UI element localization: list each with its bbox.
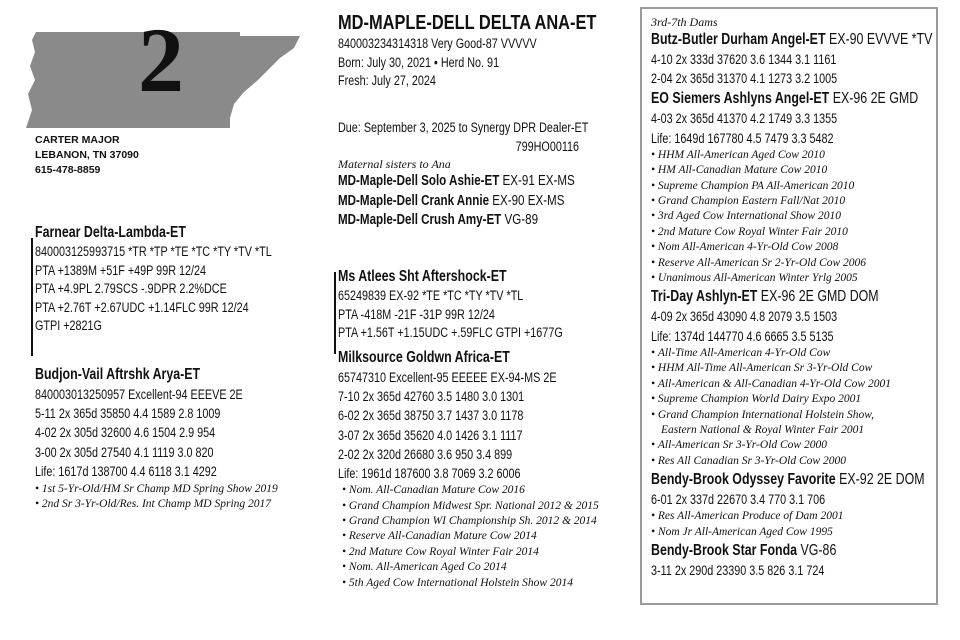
dam-record: 4-02 2x 305d 32600 4.6 1504 2.9 954 <box>35 425 216 441</box>
dam-3-name <box>651 29 939 50</box>
dam-5-award: • All-Time All-American 4-Yr-Old Cow <box>651 346 960 361</box>
sire-of-dam-line: 65249839 EX-92 *TE *TC *TY *TV *TL <box>338 288 524 303</box>
sire-pta-line: PTA +4.9PL 2.79SCS -.9DPR 2.2%DCE <box>35 281 227 296</box>
dam-block <box>35 364 295 512</box>
due-block <box>338 118 588 156</box>
granddam-award: • Grand Champion Midwest Spr. National 2012 & 2015 <box>342 499 611 514</box>
dam-5-award: • All-American & All-Canadian 4-Yr-Old Cow 2001 <box>651 377 960 392</box>
dam-4-record: 4-03 2x 365d 41370 4.2 1749 3.3 1355 <box>651 111 838 127</box>
granddam-award: • Nom. All-American Aged Co 2014 <box>342 560 611 575</box>
owner-block <box>35 133 139 178</box>
sister-name: MD-Maple-Dell Crush Amy-ET <box>338 212 502 228</box>
dam-4-name-text: EO Siemers Ashlyns Angel-ET <box>651 90 830 108</box>
granddam-record: 7-10 2x 365d 42760 3.5 1480 3.0 1301 <box>338 389 525 405</box>
sire-bracket-line <box>31 238 33 356</box>
maternal-sisters-heading: Maternal sisters to Ana <box>338 157 451 171</box>
dam-5-award-continued: Eastern National & Royal Winter Fair 2001 <box>661 423 865 436</box>
dam-5-award: • HHM All-Time All-American Sr 3-Yr-Old Cow <box>651 361 960 376</box>
sister-item <box>338 172 575 192</box>
dam-7-name-text: Bendy-Brook Star Fonda <box>651 542 798 560</box>
sire-block <box>35 222 331 336</box>
dam-5-award: • Grand Champion International Holstein Show, <box>651 408 960 423</box>
sister-classification: EX-91 EX-MS <box>499 173 575 189</box>
dam-4-awards <box>651 148 960 287</box>
dam-id-line: 840003013250957 Excellent-94 EEEVE 2E <box>35 387 243 402</box>
sire-of-dam-line: PTA +1.56T +1.15UDC +.59FLC GTPI +1677G <box>338 325 563 340</box>
dam-3-name-text: Butz-Butler Durham Angel-ET <box>651 31 826 48</box>
dam-4-award: • Supreme Champion PA All-American 2010 <box>651 179 960 194</box>
dam-5-record: 4-09 2x 365d 43090 4.8 2079 3.5 1503 <box>651 309 838 325</box>
dam-3-classification: EX-90 EVVVE *TV <box>825 31 933 48</box>
dam-4-award: • Reserve All-American Sr 2-Yr-Old Cow 2006 <box>651 256 960 271</box>
dam-4-name <box>651 88 939 109</box>
granddam-award: • 5th Aged Cow International Holstein Show 2014 <box>342 576 611 591</box>
dam-4-classification: EX-96 2E GMD <box>829 90 919 108</box>
dam-4-award: • 2nd Mature Cow Royal Winter Fair 2010 <box>651 225 960 240</box>
main-animal-fresh: Fresh: July 27, 2024 <box>338 73 436 88</box>
dam-5-award: • Res All Canadian Sr 3-Yr-Old Cow 2000 <box>651 454 960 469</box>
dam-name: Budjon-Vail Aftrshk Arya-ET <box>35 366 201 383</box>
dam-5-award: • Supreme Champion World Dairy Expo 2001 <box>651 392 960 407</box>
dam-4-award: • Nom All-American 4-Yr-Old Cow 2008 <box>651 240 960 255</box>
dam-4-lifetime-record: Life: 1649d 167780 4.5 7479 3.3 5482 <box>651 130 834 146</box>
granddam-award: • Nom. All-Canadian Mature Cow 2016 <box>342 483 611 498</box>
granddam-record: 6-02 2x 365d 38750 3.7 1437 3.0 1178 <box>338 408 524 424</box>
dam-5-lifetime-record: Life: 1374d 144770 4.6 6665 3.5 5135 <box>651 328 834 344</box>
dam-5-awards <box>651 346 960 469</box>
dam-6-record: 6-01 2x 337d 22670 3.4 770 3.1 706 <box>651 492 826 508</box>
dam-3-record: 4-10 2x 333d 37620 3.6 1344 3.1 1161 <box>651 52 837 67</box>
sire-of-dam-line: PTA -418M -21F -31P 99R 12/24 <box>338 306 495 322</box>
dam-4-award: • 3rd Aged Cow International Show 2010 <box>651 209 960 224</box>
dam-award: • 1st 5-Yr-Old/HM Sr Champ MD Spring Show 2019 <box>35 482 295 497</box>
dam-6-award: • Nom Jr All-American Aged Cow 1995 <box>651 525 960 540</box>
sire-name: Farnear Delta-Lambda-ET <box>35 224 186 241</box>
dam-7-name <box>651 540 939 561</box>
sire-gtpi-line: GTPI +2821G <box>35 318 102 333</box>
dams-content <box>651 15 960 580</box>
sire-of-dam-block <box>338 266 619 343</box>
dam-3-record: 2-04 2x 365d 31370 4.1 1273 3.2 1005 <box>651 71 838 87</box>
owner-name: CARTER MAJOR <box>35 134 120 146</box>
sister-name: MD-Maple-Dell Solo Ashie-ET <box>338 173 500 189</box>
dam-sire-bracket-line <box>334 272 336 354</box>
granddam-award: • Reserve All-Canadian Mature Cow 2014 <box>342 529 611 544</box>
granddam-award: • 2nd Mature Cow Royal Winter Fair 2014 <box>342 545 611 560</box>
dam-6-name <box>651 469 939 490</box>
lot-number: 2 <box>138 9 184 111</box>
dam-7-record: 3-11 2x 290d 23390 3.5 826 3.1 724 <box>651 563 825 579</box>
sister-item <box>338 211 575 231</box>
main-animal-name: MD-MAPLE-DELL DELTA ANA-ET <box>338 12 597 34</box>
granddam-lifetime-record: Life: 1961d 187600 3.8 7069 3.2 6006 <box>338 466 521 482</box>
granddam-record: 3-07 2x 365d 35620 4.0 1426 3.1 1117 <box>338 427 523 443</box>
owner-phone: 615-478-8859 <box>35 164 101 176</box>
owner-city: LEBANON, TN 37090 <box>35 149 139 161</box>
sister-name: MD-Maple-Dell Crank Annie <box>338 192 490 209</box>
dam-6-awards <box>651 509 960 540</box>
main-animal-id: 840003234314318 Very Good-87 VVVVV <box>338 36 537 51</box>
granddam-award: • Grand Champion WI Championship Sh. 2012 & 2014 <box>342 514 611 529</box>
due-date: Due: September 3, 2025 to Synergy DPR Dealer-ET <box>338 120 589 135</box>
dam-6-award: • Res All-American Produce of Dam 2001 <box>651 509 960 524</box>
dam-6-name-text: Bendy-Brook Odyssey Favorite <box>651 471 836 489</box>
sire-of-dam-name: Ms Atlees Sht Aftershock-ET <box>338 268 507 285</box>
dam-lifetime-record: Life: 1617d 138700 4.4 6118 3.1 4292 <box>35 463 217 479</box>
sister-item <box>338 192 575 212</box>
dam-5-name-text: Tri-Day Ashlyn-ET <box>651 288 758 306</box>
service-sire-reg: 799HO00116 <box>515 139 580 154</box>
dam-record: 3-00 2x 305d 27540 4.1 1119 3.0 820 <box>35 444 214 460</box>
granddam-record: 2-02 2x 320d 26680 3.6 950 3.4 899 <box>338 446 513 462</box>
granddam-id-line: 65747310 Excellent-95 EEEEE EX-94-MS 2E <box>338 370 557 385</box>
maternal-granddam-block <box>338 347 611 591</box>
sister-classification: VG-89 <box>501 212 539 228</box>
dams-3rd-7th-box <box>640 7 938 605</box>
dam-4-award: • HHM All-American Aged Cow 2010 <box>651 148 960 163</box>
dam-5-classification: EX-96 2E GMD DOM <box>757 288 879 306</box>
dam-4-award: • HM All-Canadian Mature Cow 2010 <box>651 163 960 178</box>
dam-award: • 2nd Sr 3-Yr-Old/Res. Int Champ MD Spring 2017 <box>35 497 295 512</box>
dam-5-award: • All-American Sr 3-Yr-Old Cow 2000 <box>651 438 960 453</box>
sire-pta-line: PTA +1389M +51F +49P 99R 12/24 <box>35 262 207 278</box>
granddam-name: Milksource Goldwn Africa-ET <box>338 349 510 366</box>
dam-5-name <box>651 286 939 307</box>
dams-box-heading: 3rd-7th Dams <box>651 15 718 29</box>
sire-pta-line: PTA +2.76T +2.67UDC +1.14FLC 99R 12/24 <box>35 299 249 315</box>
dam-7-classification: VG-86 <box>797 542 837 560</box>
sire-id-line: 840003125993715 *TR *TP *TE *TC *TY *TV *TL <box>35 244 272 259</box>
maternal-sisters <box>338 156 634 231</box>
dam-4-award: • Grand Champion Eastern Fall/Nat 2010 <box>651 194 960 209</box>
dam-6-classification: EX-92 2E DOM <box>835 471 925 489</box>
sister-classification: EX-90 EX-MS <box>489 192 565 209</box>
main-animal <box>338 10 653 91</box>
main-animal-born: Born: July 30, 2021 • Herd No. 91 <box>338 54 500 70</box>
dam-4-award: • Unanimous All-American Winter Yrlg 2005 <box>651 271 960 286</box>
main-animal-info <box>338 35 590 91</box>
dam-record: 5-11 2x 365d 35850 4.4 1589 2.8 1009 <box>35 406 221 422</box>
